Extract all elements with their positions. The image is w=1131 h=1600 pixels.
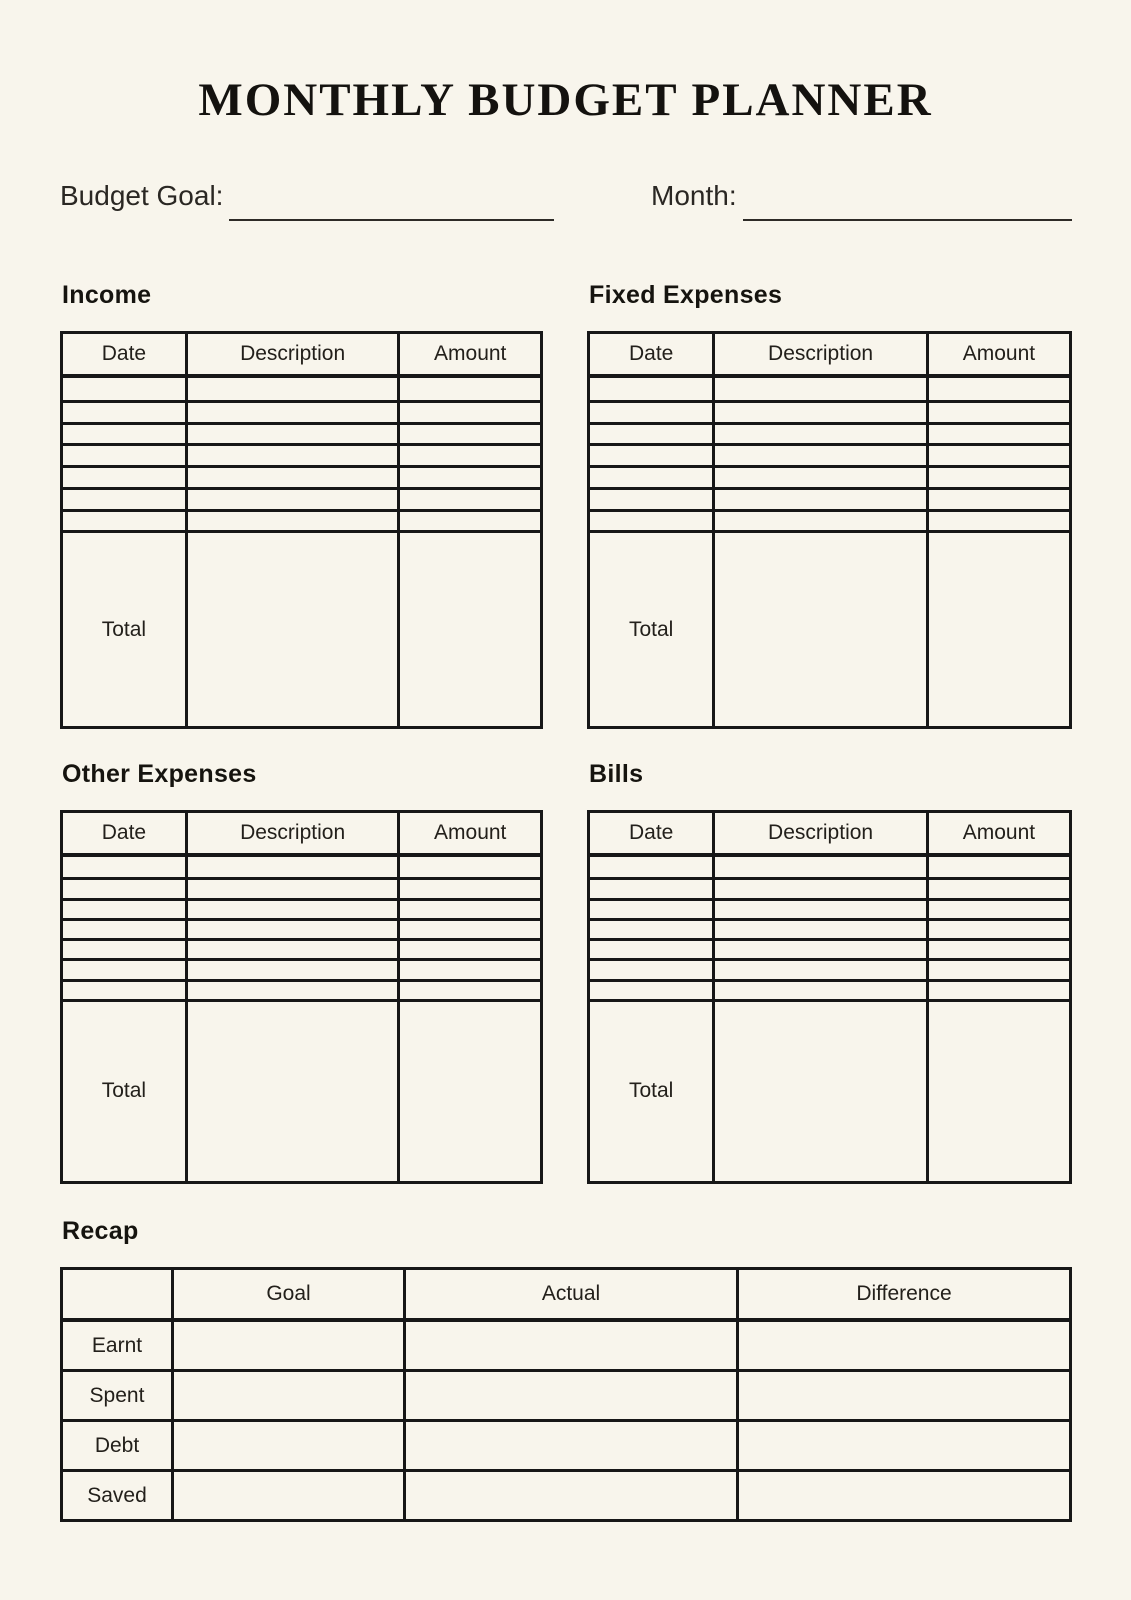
table-row (589, 940, 1071, 960)
empty-cell (589, 899, 714, 919)
empty-cell (399, 467, 542, 489)
empty-cell (927, 919, 1070, 939)
recap-difference-cell (738, 1320, 1071, 1371)
empty-cell (186, 940, 399, 960)
total-value-cell (399, 1000, 542, 1182)
table-row (62, 919, 542, 939)
table-row (589, 376, 1071, 401)
empty-cell (714, 423, 928, 445)
empty-cell (62, 879, 187, 899)
recap-difference-cell (738, 1371, 1071, 1421)
table-row (62, 960, 542, 980)
total-row (62, 1000, 542, 1182)
empty-cell (62, 940, 187, 960)
fixed-expenses-header-row (589, 333, 1071, 377)
empty-cell (186, 445, 399, 467)
total-row (589, 1000, 1071, 1182)
table-row (589, 445, 1071, 467)
empty-cell (186, 423, 399, 445)
table-row (62, 423, 542, 445)
empty-cell (186, 899, 399, 919)
recap-goal-cell (172, 1371, 404, 1421)
recap-row-label: Debt (62, 1421, 173, 1471)
recap-row-spent (62, 1371, 1071, 1421)
column-header-date: Date (589, 812, 714, 856)
empty-cell (399, 899, 542, 919)
column-header-goal: Goal (172, 1269, 404, 1321)
empty-cell (927, 960, 1070, 980)
table-row (589, 402, 1071, 424)
empty-cell (399, 423, 542, 445)
empty-cell (714, 488, 928, 510)
table-row (62, 467, 542, 489)
empty-cell (714, 855, 928, 879)
empty-cell (62, 445, 187, 467)
month-blank-line (743, 218, 1072, 221)
empty-cell (927, 445, 1070, 467)
empty-cell (186, 402, 399, 424)
empty-cell (714, 445, 928, 467)
empty-cell (714, 467, 928, 489)
total-value-cell (927, 1000, 1070, 1182)
empty-cell (589, 423, 714, 445)
empty-cell (399, 879, 542, 899)
recap-header-row (62, 1269, 1071, 1321)
empty-cell (714, 532, 928, 728)
column-header-amount: Amount (399, 333, 542, 377)
column-header-description: Description (186, 333, 399, 377)
empty-cell (714, 899, 928, 919)
empty-cell (927, 940, 1070, 960)
empty-cell (927, 879, 1070, 899)
other-expenses-table (60, 810, 543, 1184)
empty-cell (927, 510, 1070, 532)
column-header-amount: Amount (399, 812, 542, 856)
empty-cell (399, 919, 542, 939)
column-header-date: Date (62, 812, 187, 856)
empty-cell (589, 488, 714, 510)
bills-table (587, 810, 1072, 1184)
income-header-row (62, 333, 542, 377)
empty-cell (714, 879, 928, 899)
empty-cell (714, 960, 928, 980)
recap-row-earnt (62, 1320, 1071, 1371)
page-title: MONTHLY BUDGET PLANNER (198, 74, 933, 126)
column-header-description: Description (186, 812, 399, 856)
recap-row-label: Saved (62, 1471, 173, 1521)
empty-cell (62, 423, 187, 445)
budget-goal-field (60, 181, 554, 212)
empty-cell (714, 980, 928, 1000)
empty-cell (186, 879, 399, 899)
empty-cell (62, 467, 187, 489)
recap-goal-cell (172, 1320, 404, 1371)
empty-cell (714, 376, 928, 401)
recap-actual-cell (405, 1421, 738, 1471)
empty-cell (62, 960, 187, 980)
fixed-expenses-table (587, 331, 1072, 729)
column-header-amount: Amount (927, 333, 1070, 377)
empty-cell (589, 960, 714, 980)
fill-in-fields-row (60, 181, 1072, 212)
table-row (589, 467, 1071, 489)
recap-row-label: Spent (62, 1371, 173, 1421)
recap-actual-cell (405, 1471, 738, 1521)
income-table (60, 331, 543, 729)
total-row (62, 532, 542, 728)
fixed-expenses-heading: Fixed Expenses (589, 281, 783, 310)
empty-cell (399, 376, 542, 401)
empty-cell (399, 960, 542, 980)
table-row (589, 510, 1071, 532)
empty-cell (399, 980, 542, 1000)
empty-cell (589, 879, 714, 899)
table-row (589, 423, 1071, 445)
table-row (589, 879, 1071, 899)
total-label-cell: Total (589, 1000, 714, 1182)
empty-cell (186, 919, 399, 939)
month-label: Month: (651, 180, 737, 212)
empty-cell (589, 855, 714, 879)
empty-cell (714, 1000, 928, 1182)
section-fixed-expenses (587, 280, 1072, 729)
empty-cell (714, 402, 928, 424)
empty-cell (589, 467, 714, 489)
empty-cell (399, 855, 542, 879)
empty-cell (927, 488, 1070, 510)
sections-grid (60, 280, 1072, 1184)
empty-cell (62, 855, 187, 879)
empty-cell (62, 510, 187, 532)
table-row (62, 980, 542, 1000)
other-expenses-heading: Other Expenses (62, 760, 257, 789)
recap-corner-cell (62, 1269, 173, 1321)
budget-goal-label: Budget Goal: (60, 180, 224, 212)
empty-cell (927, 402, 1070, 424)
column-header-description: Description (714, 812, 928, 856)
recap-row-debt (62, 1421, 1071, 1471)
bills-header-row (589, 812, 1071, 856)
empty-cell (62, 376, 187, 401)
table-row (62, 510, 542, 532)
recap-difference-cell (738, 1421, 1071, 1471)
empty-cell (62, 980, 187, 1000)
column-header-actual: Actual (405, 1269, 738, 1321)
table-row (62, 488, 542, 510)
empty-cell (927, 899, 1070, 919)
total-label-cell: Total (62, 532, 187, 728)
empty-cell (62, 899, 187, 919)
total-value-cell (399, 532, 542, 728)
empty-cell (589, 940, 714, 960)
column-header-difference: Difference (738, 1269, 1071, 1321)
recap-difference-cell (738, 1471, 1071, 1521)
section-bills (587, 759, 1072, 1184)
empty-cell (589, 445, 714, 467)
empty-cell (62, 919, 187, 939)
empty-cell (714, 919, 928, 939)
total-label-cell: Total (589, 532, 714, 728)
section-other-expenses (60, 759, 543, 1184)
recap-heading: Recap (62, 1217, 139, 1246)
empty-cell (186, 980, 399, 1000)
section-income (60, 280, 543, 729)
recap-goal-cell (172, 1421, 404, 1471)
table-row (62, 940, 542, 960)
table-row (62, 445, 542, 467)
empty-cell (186, 467, 399, 489)
month-field (651, 181, 1072, 212)
other-expenses-header-row (62, 812, 542, 856)
table-row (589, 855, 1071, 879)
empty-cell (589, 376, 714, 401)
budget-goal-blank-line (229, 218, 554, 221)
empty-cell (399, 402, 542, 424)
total-value-cell (927, 532, 1070, 728)
recap-actual-cell (405, 1371, 738, 1421)
table-row (589, 488, 1071, 510)
empty-cell (186, 488, 399, 510)
empty-cell (927, 423, 1070, 445)
empty-cell (927, 855, 1070, 879)
empty-cell (927, 980, 1070, 1000)
empty-cell (589, 402, 714, 424)
recap-actual-cell (405, 1320, 738, 1371)
empty-cell (399, 940, 542, 960)
empty-cell (186, 532, 399, 728)
empty-cell (62, 402, 187, 424)
table-row (62, 855, 542, 879)
empty-cell (186, 510, 399, 532)
table-row (62, 376, 542, 401)
recap-goal-cell (172, 1471, 404, 1521)
recap-row-saved (62, 1471, 1071, 1521)
column-header-date: Date (589, 333, 714, 377)
empty-cell (62, 488, 187, 510)
empty-cell (186, 855, 399, 879)
total-label-cell: Total (62, 1000, 187, 1182)
total-row (589, 532, 1071, 728)
table-row (62, 879, 542, 899)
empty-cell (589, 980, 714, 1000)
table-row (62, 402, 542, 424)
table-row (589, 960, 1071, 980)
table-row (589, 899, 1071, 919)
empty-cell (186, 1000, 399, 1182)
empty-cell (927, 376, 1070, 401)
empty-cell (714, 940, 928, 960)
empty-cell (186, 376, 399, 401)
column-header-description: Description (714, 333, 928, 377)
empty-cell (927, 467, 1070, 489)
empty-cell (399, 445, 542, 467)
column-header-date: Date (62, 333, 187, 377)
recap-table (60, 1267, 1072, 1522)
empty-cell (589, 510, 714, 532)
empty-cell (589, 919, 714, 939)
empty-cell (186, 960, 399, 980)
section-recap (60, 1216, 1072, 1522)
empty-cell (399, 510, 542, 532)
empty-cell (714, 510, 928, 532)
column-header-amount: Amount (927, 812, 1070, 856)
table-row (589, 919, 1071, 939)
table-row (589, 980, 1071, 1000)
bills-heading: Bills (589, 760, 644, 789)
empty-cell (399, 488, 542, 510)
income-heading: Income (62, 281, 152, 310)
recap-row-label: Earnt (62, 1320, 173, 1371)
table-row (62, 899, 542, 919)
